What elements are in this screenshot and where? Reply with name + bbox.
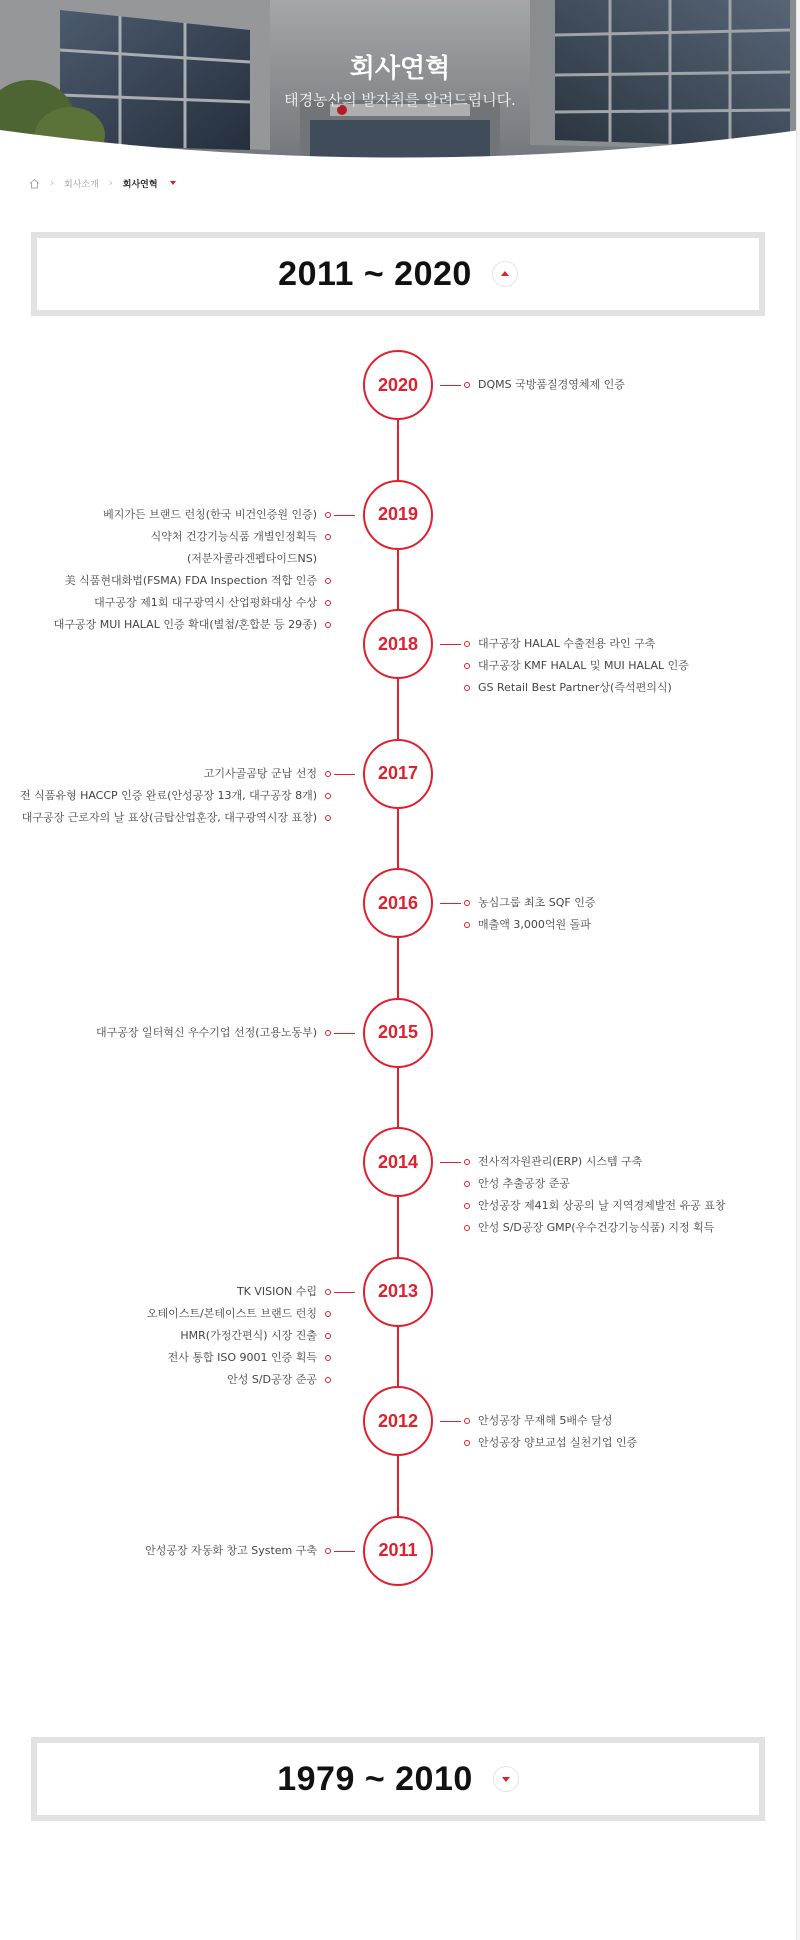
event-item (464, 1217, 726, 1239)
event-list (464, 1151, 726, 1239)
event-list (464, 1410, 637, 1454)
event-text: 안성공장 무재해 5배수 달성 (478, 1414, 613, 1427)
event-item (96, 1022, 331, 1044)
decade-title: 1979 ~ 2010 (277, 1759, 473, 1798)
event-item (147, 1369, 331, 1391)
bullet-icon (325, 578, 331, 584)
year-marker: 2020 (363, 350, 433, 420)
event-text: 안성 S/D공장 준공 (227, 1372, 317, 1386)
year-marker: 2019 (363, 480, 433, 550)
event-item (147, 1281, 331, 1303)
decade-header-1979-2010[interactable] (31, 1737, 765, 1821)
bullet-icon (325, 1030, 331, 1036)
event-text: 전사적자원관리(ERP) 시스템 구축 (478, 1155, 643, 1168)
event-list (54, 504, 331, 636)
bullet-icon (464, 900, 470, 906)
event-list (145, 1540, 331, 1562)
event-list (464, 374, 625, 396)
year-marker: 2012 (363, 1386, 433, 1456)
event-item (464, 633, 689, 655)
event-item (54, 504, 331, 526)
event-item (20, 763, 331, 785)
event-text: 안성공장 제41회 상공의 날 지역경제발전 유공 표창 (478, 1199, 726, 1212)
expand-toggle-button[interactable] (493, 1766, 519, 1792)
history-timeline (0, 350, 800, 1590)
event-list (20, 763, 331, 829)
bullet-icon (464, 1418, 470, 1424)
timeline-connector (334, 774, 355, 775)
event-text: 대구공장 제1회 대구광역시 산업평화대상 수상 (94, 595, 317, 609)
bullet-icon (464, 663, 470, 669)
event-item (54, 614, 331, 636)
event-text: HMR(가정간편식) 시장 진출 (180, 1328, 317, 1342)
bullet-icon (464, 1203, 470, 1209)
page-subtitle: 태경농산의 발자취를 알려드립니다. (284, 91, 516, 109)
bullet-icon (464, 1159, 470, 1165)
bullet-icon (464, 1440, 470, 1446)
event-item (464, 374, 625, 396)
event-item (54, 570, 331, 592)
year-marker: 2018 (363, 609, 433, 679)
bullet-icon (464, 685, 470, 691)
timeline-connector (440, 385, 461, 386)
decade-title: 2011 ~ 2020 (278, 254, 472, 293)
event-list (464, 892, 595, 936)
event-item (464, 655, 689, 677)
event-item (464, 892, 595, 914)
event-item (54, 548, 331, 570)
event-item (464, 677, 689, 699)
event-text: GS Retail Best Partner상(즉석편의식) (478, 681, 672, 694)
event-text: 고기사골곰탕 군납 선정 (203, 766, 317, 780)
event-item (464, 1410, 637, 1432)
timeline-connector (334, 1551, 355, 1552)
event-item (20, 785, 331, 807)
event-text: 전사 통합 ISO 9001 인증 획득 (167, 1350, 317, 1364)
event-text: 오테이스트/본테이스트 브랜드 런칭 (146, 1306, 317, 1320)
event-text: 대구공장 HALAL 수출전용 라인 구축 (478, 637, 656, 650)
timeline-connector (440, 1421, 461, 1422)
bullet-icon (325, 1311, 331, 1317)
event-item (54, 526, 331, 548)
bullet-icon (325, 600, 331, 606)
event-item (464, 1151, 726, 1173)
event-text: 매출액 3,000억원 돌파 (478, 918, 591, 931)
event-list (464, 633, 689, 699)
event-text: 안성공장 양보교섭 실천기업 인증 (478, 1436, 638, 1449)
bullet-icon (464, 1225, 470, 1231)
breadcrumb (29, 175, 176, 191)
hero-banner (0, 0, 800, 160)
year-marker: 2016 (363, 868, 433, 938)
breadcrumb-item-company[interactable]: 회사소개 (64, 179, 99, 190)
event-list (96, 1022, 331, 1044)
timeline-axis (397, 385, 399, 1551)
event-list (147, 1281, 331, 1391)
event-text: 대구공장 일터혁신 우수기업 선정(고용노동부) (96, 1025, 317, 1039)
chevron-right-icon: › (108, 177, 113, 189)
collapse-toggle-button[interactable] (492, 261, 518, 287)
event-text: TK VISION 수립 (236, 1284, 317, 1298)
bullet-icon (325, 556, 331, 562)
event-item (145, 1540, 331, 1562)
year-marker: 2013 (363, 1257, 433, 1327)
year-marker: 2017 (363, 739, 433, 809)
event-text: 식약처 건강기능식품 개별인정획득 (150, 529, 317, 543)
caret-down-icon (502, 1777, 510, 1782)
chevron-right-icon: › (50, 177, 54, 189)
bullet-icon (325, 793, 331, 799)
event-item (147, 1325, 331, 1347)
event-text: (저분자콜라겐펩타이드NS) (186, 551, 317, 565)
bullet-icon (325, 771, 331, 777)
event-item (147, 1303, 331, 1325)
event-text: 베지가든 브랜드 런칭(한국 비건인증원 인증) (103, 507, 317, 521)
event-item (147, 1347, 331, 1369)
event-item (20, 807, 331, 829)
year-marker: 2011 (363, 1516, 433, 1586)
timeline-connector (334, 515, 355, 516)
caret-up-icon (501, 271, 509, 276)
event-text: 전 식품유형 HACCP 인증 완료(안성공장 13개, 대구공장 8개) (19, 788, 317, 802)
event-text: 美 식품현대화법(FSMA) FDA Inspection 적합 인증 (64, 573, 317, 587)
year-marker: 2014 (363, 1127, 433, 1197)
event-text: DQMS 국방품질경영체제 인증 (478, 378, 625, 391)
breadcrumb-item-history[interactable]: 회사연혁 (122, 179, 158, 190)
caret-down-icon[interactable] (170, 181, 176, 185)
bullet-icon (464, 1181, 470, 1187)
bullet-icon (325, 1548, 331, 1554)
bullet-icon (464, 382, 470, 388)
event-item (464, 914, 595, 936)
bullet-icon (464, 641, 470, 647)
event-text: 대구공장 KMF HALAL 및 MUI HALAL 인증 (478, 659, 689, 672)
bullet-icon (325, 622, 331, 628)
event-item (464, 1432, 637, 1454)
timeline-connector (334, 1292, 355, 1293)
event-text: 농심그룹 최초 SQF 인증 (478, 896, 596, 909)
bullet-icon (325, 1289, 331, 1295)
timeline-connector (440, 903, 461, 904)
scrollbar[interactable] (796, 0, 800, 1940)
event-text: 안성공장 자동화 창고 System 구축 (145, 1543, 317, 1557)
bullet-icon (325, 1333, 331, 1339)
timeline-connector (440, 1162, 461, 1163)
event-text: 안성 S/D공장 GMP(우수건강기능식품) 지정 획득 (478, 1221, 715, 1234)
bullet-icon (464, 922, 470, 928)
timeline-connector (334, 1033, 355, 1034)
year-marker: 2015 (363, 998, 433, 1068)
bullet-icon (325, 534, 331, 540)
event-text: 대구공장 MUI HALAL 인증 확대(별첨/혼합분 등 29종) (53, 617, 317, 631)
page-title: 회사연혁 (349, 54, 451, 84)
event-item (464, 1173, 726, 1195)
bullet-icon (325, 1355, 331, 1361)
home-icon[interactable] (29, 178, 40, 189)
event-item (54, 592, 331, 614)
bullet-icon (325, 815, 331, 821)
timeline-connector (440, 644, 461, 645)
decade-header-2011-2020[interactable] (31, 232, 765, 316)
event-item (464, 1195, 726, 1217)
bullet-icon (325, 512, 331, 518)
event-text: 안성 추출공장 준공 (478, 1177, 571, 1190)
event-text: 대구공장 근로자의 날 표상(금탑산업훈장, 대구광역시장 표창) (21, 810, 317, 824)
bullet-icon (325, 1377, 331, 1383)
